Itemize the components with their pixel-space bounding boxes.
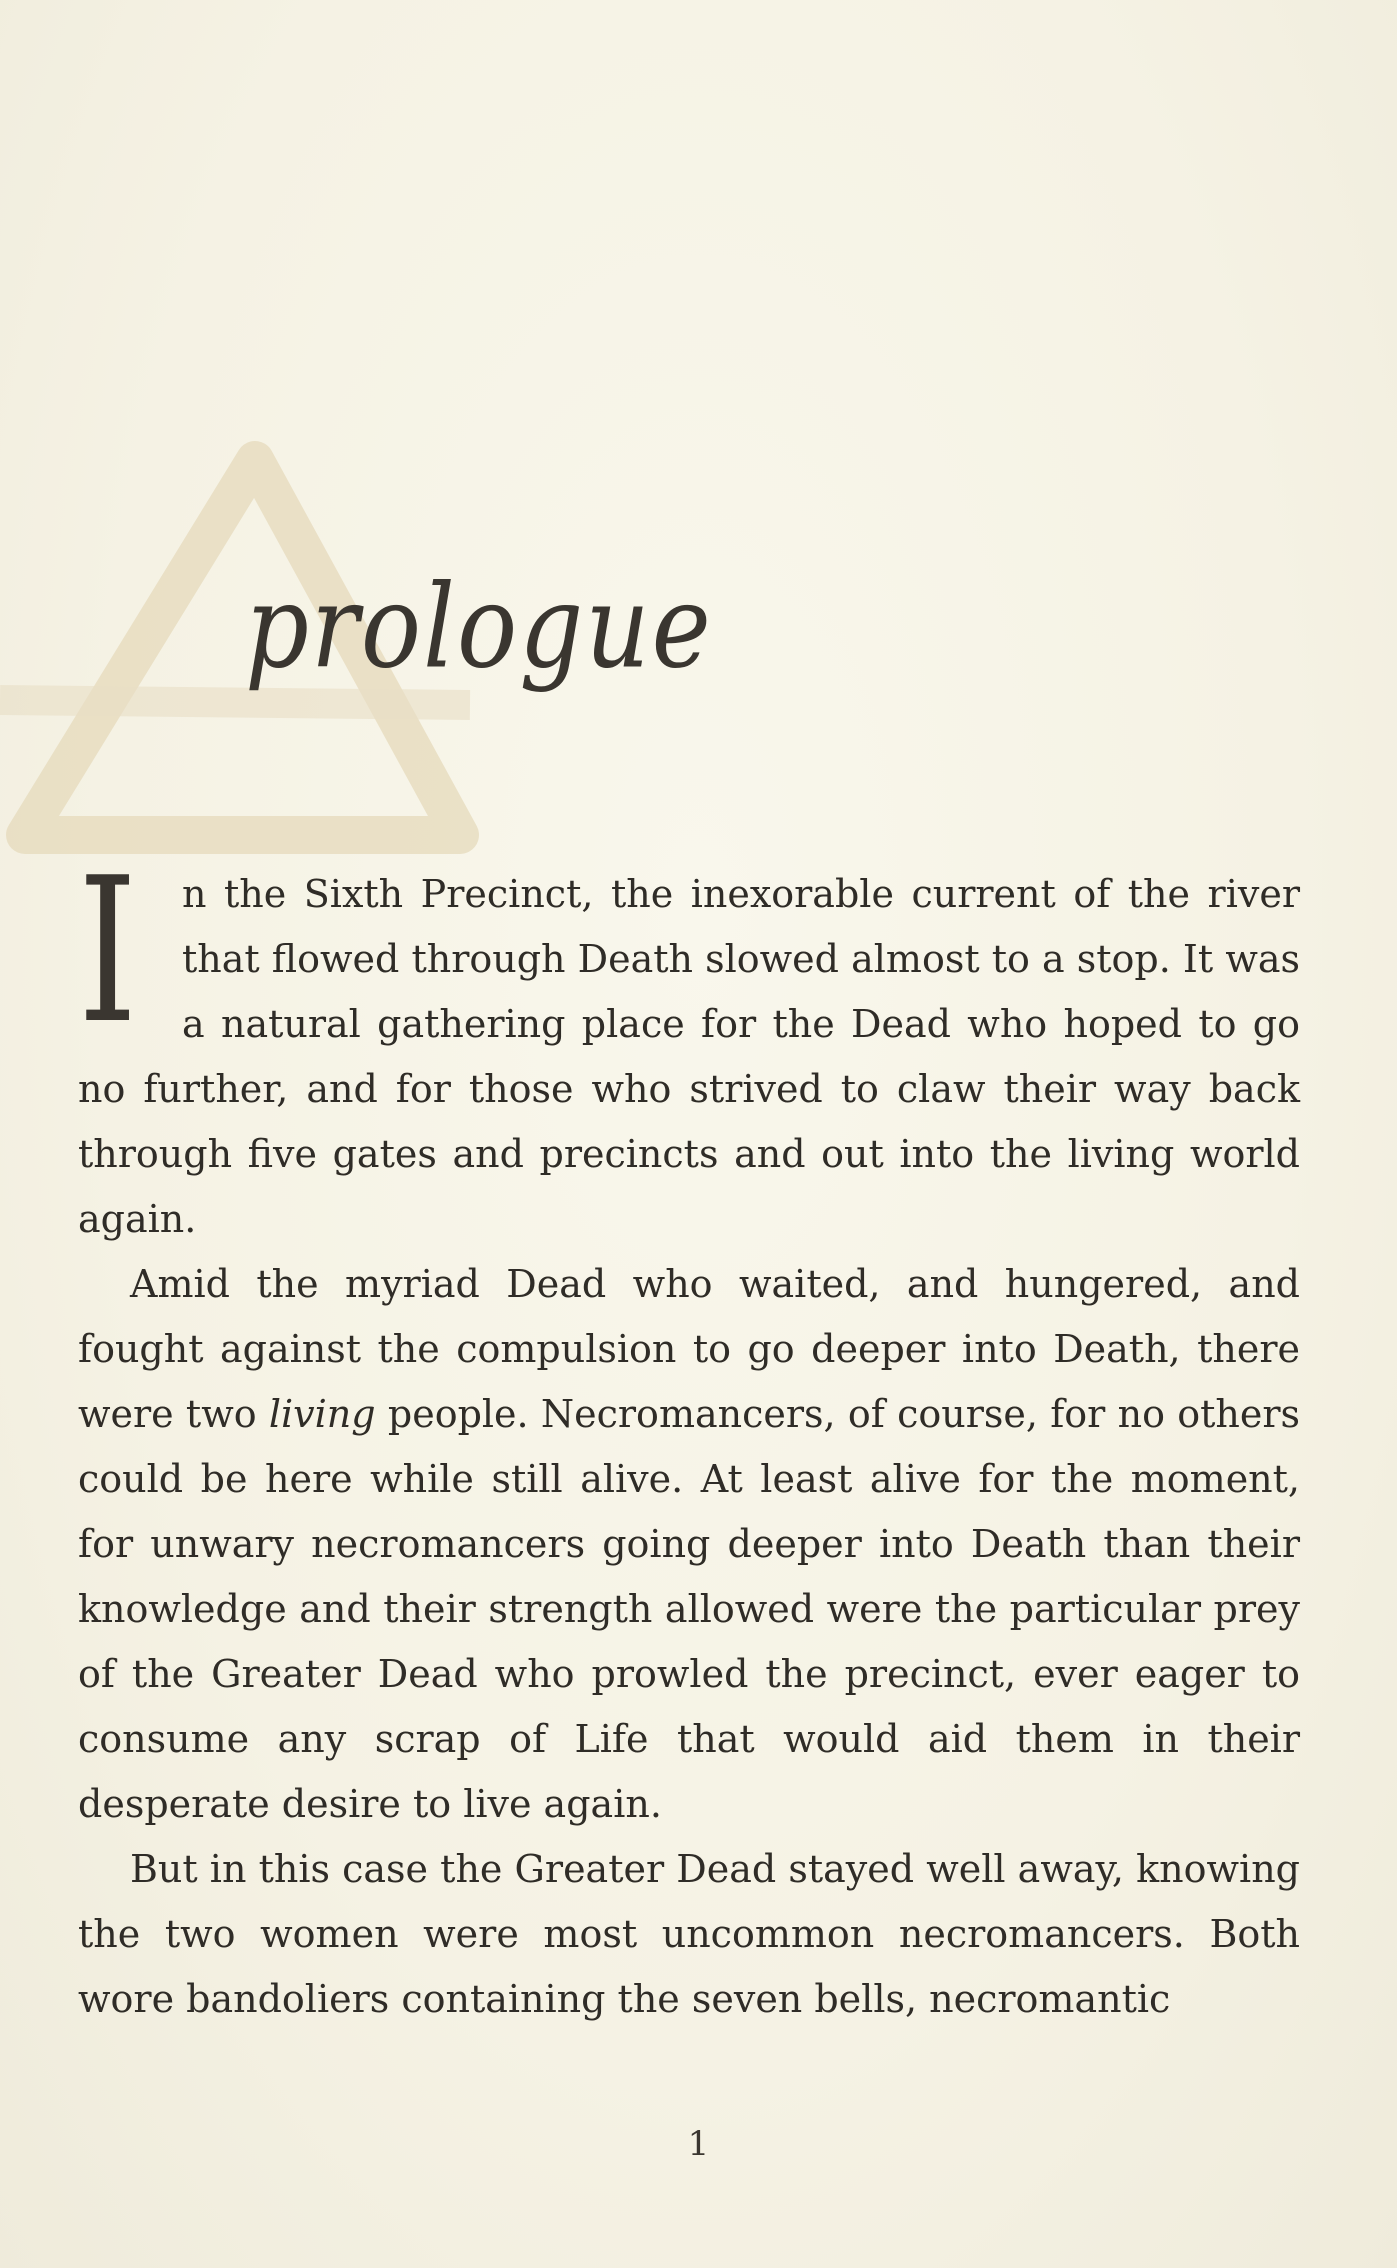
page-number: 1 <box>687 2124 710 2164</box>
paragraph-2 <box>78 1252 1300 1837</box>
paragraph-1-text: n the Sixth Precinct, the inexorable current of the river that flowed through Death slowed almost to a stop. It was a natural gathering place for the Dead who hoped to go no further, and for those who strived to claw their way back through five gates and precincts and out into the living world again. <box>78 872 1300 1241</box>
paragraph-3: But in this case the Greater Dead stayed well away, knowing the two women were most uncommon necromancers. Both wore bandoliers containing the seven bells, necromantic <box>78 1847 1300 2021</box>
paragraph-1 <box>78 835 1300 1252</box>
paragraph-2-text-a: Amid the myriad Dead who waited, and hungered, and fought against the compulsion to go deeper into Death, there were two <box>78 1262 1300 1436</box>
body-text <box>78 835 1300 2032</box>
chapter-title: prologue <box>245 559 713 695</box>
drop-cap: I <box>78 835 138 1068</box>
paragraph-2-text-b: people. Necromancers, of course, for no others could be here while still alive. At least alive for the moment, for unwary necromancers going deeper into Death than their knowledge and their strength allowed were the particular prey of the Greater Dead who prowled the precinct, ever eager to consume any scrap of Life that would aid them in their desperate desire to live again. <box>78 1392 1300 1826</box>
paragraph-2-italic: living <box>268 1392 376 1436</box>
